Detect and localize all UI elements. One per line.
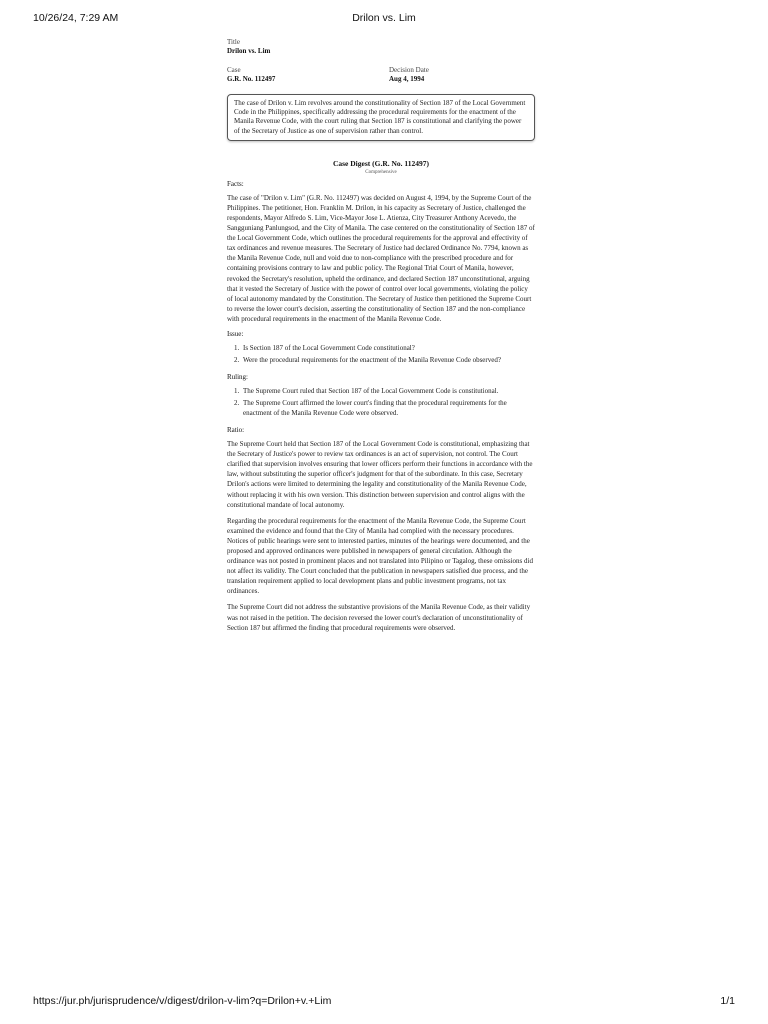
- issue-list: [227, 343, 535, 365]
- ratio-paragraph: The Supreme Court did not address the substantive provisions of the Manila Revenue Code, as their validity was not raised in the petition. The decision reversed the lower court's declaration of unconstitutionality of Section 187 but affirmed the finding that procedural requirements were observed.: [227, 603, 531, 632]
- ratio-paragraph: The Supreme Court held that Section 187 of the Local Government Code is constitutional, emphasizing that the Secretary of Justice's power to review tax ordinances is an act of supervision, not control. The Court clarified that supervision involves ensuring that lower officers perform their functions in accordance with the law, without substituting the superior officer's judgment for that of the subordinate. In this case, Secretary Drilon's actions were limited to determining the legality and constitutionality of the Manila Revenue Code, without replacing it with his own version. This distinction between supervision and control aligns with the constitutional mandate of local autonomy.: [227, 440, 533, 509]
- print-page-number: 1/1: [720, 995, 735, 1007]
- meta-title-block: [227, 38, 535, 56]
- meta-case-value: G.R. No. 112497: [227, 75, 276, 83]
- ruling-heading: Ruling:: [227, 373, 249, 382]
- digest-subtitle: Comprehensive: [365, 169, 397, 175]
- meta-title-label: Title: [227, 38, 240, 46]
- facts-heading: Facts:: [227, 179, 244, 188]
- issue-item: 1. Is Section 187 of the Local Government Code constitutional?: [241, 343, 535, 353]
- issue-item: 2. Were the procedural requirements for the enactment of the Manila Revenue Code observed?: [241, 355, 535, 365]
- meta-title-value: Drilon vs. Lim: [227, 47, 271, 55]
- meta-case-label: Case: [227, 66, 241, 74]
- ruling-item: 2. The Supreme Court affirmed the lower court's finding that the procedural requirements for the enactment of the Manila Revenue Code were observed.: [241, 398, 535, 418]
- facts-paragraph: The case of "Drilon v. Lim" (G.R. No. 112497) was decided on August 4, 1994, by the Supreme Court of the Philippines. The petitioner, Hon. Franklin M. Drilon, in his capacity as Secretary of Justice, challenged the respondents, Mayor Alfredo S. Lim, Vice-Mayor Jose L. Atienza, City Treasurer Anthony Acevedo, the Sangguniang Panlungsod, and the City of Manila. The case centered on the constitutionality of Section 187 of the Local Government Code, which outlines the procedural requirements for the approval and effectivity of tax ordinances and revenue measures. The Secretary of Justice had declared Ordinance No. 7794, known as the Manila Revenue Code, null and void due to non-compliance with the prescribed procedure and for containing provisions contrary to law and public policy. The Regional Trial Court of Manila, however, revoked the Secretary's resolution, upheld the ordinance, and declared Section 187 unconstitutional, arguing that it vested the Secretary of Justice with the power of control over local governments, violating the policy of local autonomy mandated by the Constitution. The Secretary of Justice then petitioned the Supreme Court to reverse the lower court's decision, asserting the constitutionality of Section 187 and the non-compliance with procedural requirements in the enactment of the Manila Revenue Code.: [227, 193, 535, 323]
- ratio-heading: Ratio:: [227, 426, 245, 435]
- print-url: https://jur.ph/jurisprudence/v/digest/drilon-v-lim?q=Drilon+v.+Lim: [33, 995, 332, 1007]
- meta-case-row: [227, 66, 535, 88]
- print-title: Drilon vs. Lim: [352, 12, 416, 24]
- meta-date-label: Decision Date: [389, 66, 429, 74]
- meta-date-block: [389, 66, 429, 84]
- issue-heading: Issue:: [227, 330, 244, 339]
- digest-page: [227, 38, 535, 639]
- meta-date-value: Aug 4, 1994: [389, 75, 425, 83]
- print-datetime: 10/26/24, 7:29 AM: [33, 12, 119, 24]
- ruling-list: [227, 386, 535, 418]
- summary-box: The case of Drilon v. Lim revolves around the constitutionality of Section 187 of the Local Government Code in the Philippines, specifically addressing the procedural requirements for the enactment of the Manila Revenue Code, with the court ruling that Section 187 is constitutional and clarifying the power of the Secretary of Justice as one of supervision rather than control.: [227, 94, 535, 141]
- ratio-paragraph: Regarding the procedural requirements for the enactment of the Manila Revenue Code, the Supreme Court examined the evidence and found that the City of Manila had complied with the necessary procedures. Notices of public hearings were sent to interested parties, minutes of the hearings were documented, and the proposed and approved ordinances were published in newspapers of general circulation. Although the ordinance was not posted in prominent places and not translated into Pilipino or Tagalog, these omissions did not affect its validity. The Court concluded that the publication in newspapers satisfied due process, and the translation requirement applied to local development plans and public investment programs, not tax ordinances.: [227, 516, 533, 596]
- meta-case-block: [227, 66, 535, 84]
- digest-title: Case Digest (G.R. No. 112497): [332, 158, 430, 168]
- ruling-item: 1. The Supreme Court ruled that Section 187 of the Local Government Code is constitutional.: [241, 386, 535, 396]
